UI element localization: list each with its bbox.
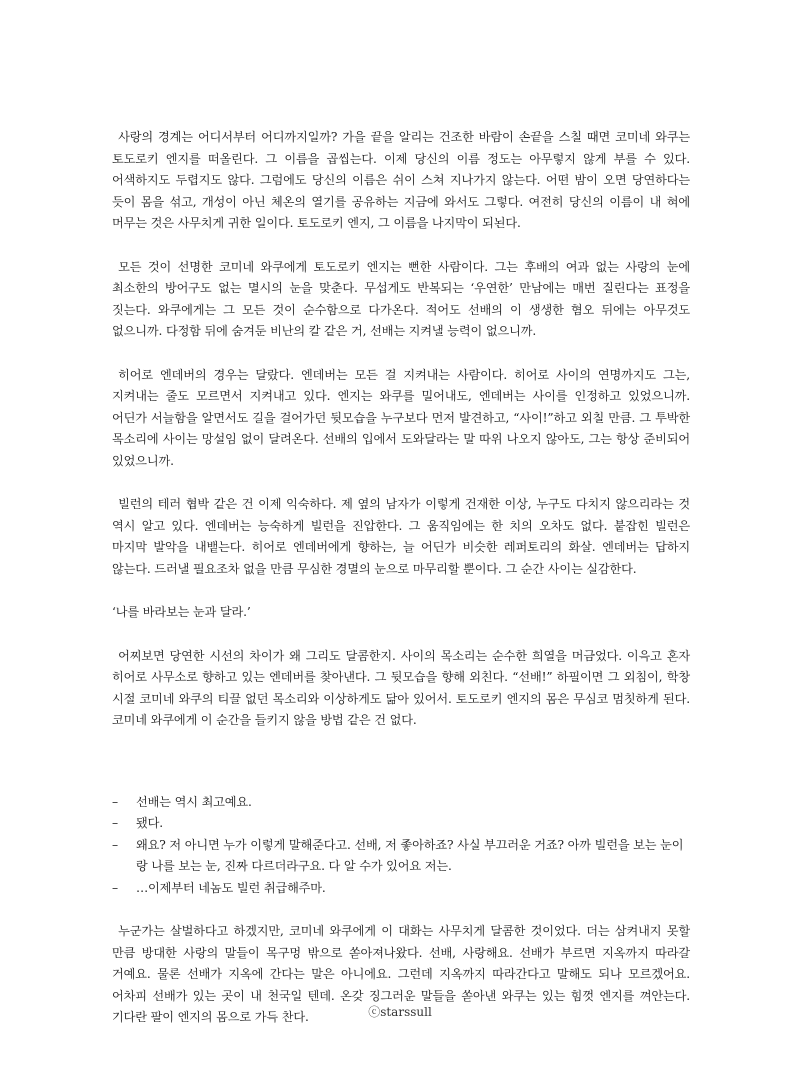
dialogue-dash: – [112, 816, 118, 830]
paragraph-5: 어찌보면 당연한 시선의 차이가 왜 그리도 달콤한지. 사이의 목소리는 순수한 희열을 머금었다. 이윽고 혼자 히어로 사무소로 향하고 있는 엔데버를 찾아낸다. 그 뒷모습을 향해 외친다. “선배!” 하필이면 그 외침이, 학창 시절 코미네 와쿠의 티끌 없던 목소리와 이상하게도 닮아 있어서. 토도로키 엔지의 몸은 무심코 멈칫하게 된다. 코미네 와쿠에게 이 순간을 들키지 않을 방법 같은 건 없다. [112, 648, 690, 727]
paragraph-2: 모든 것이 선명한 코미네 와쿠에게 토도로키 엔지는 뻔한 사람이다. 그는 후배의 여과 없는 사랑의 눈에 최소한의 방어구도 없는 멸시의 눈을 맞춘다. 무섭게도 반복되는 ‘우연한’ 만남에는 매번 질린다는 표정을 짓는다. 와쿠에게는 그 모든 것이 순수함으로 다가온다. 적어도 선배의 이 생생한 혐오 뒤에는 아무것도 없으니까. 다정함 뒤에 숨겨둔 비난의 칼 같은 거, 선배는 지켜낼 능력이 없으니까. [112, 259, 690, 338]
copyright-footer: ⓒstarssull [368, 1005, 432, 1019]
quote-line: ‘나를 바라보는 눈과 달라.’ [112, 605, 251, 619]
closing-paragraph: 누군가는 살벌하다고 하겠지만, 코미네 와쿠에게 이 대화는 사무치게 달콤한 것이었다. 더는 삼켜내지 못할 만큼 방대한 사랑의 말들이 목구멍 밖으로 쏟아져나왔다. 선배, 사랑해요. 선배가 부르면 지옥까지 따라갈 거예요. 물론 선배가 지옥에 간다는 말은 아니에요. 그런데 지옥까지 따라간다고 말해도 되나 모르겠어요. 어차피 선배가 있는 곳이 내 천국일 텐데. 온갖 징그러운 말들을 쏟아낸 와쿠는 있는 힘껏 엔지를 껴안는다. 기다란 팔이 엔지의 몸으로 가득 찬다. [112, 924, 690, 1024]
paragraph-3: 히어로 엔데버의 경우는 달랐다. 엔데버는 모든 걸 지켜내는 사람이다. 히어로 사이의 연명까지도 그는, 지켜내는 줄도 모르면서 지켜내고 있다. 엔지는 와쿠를 밀어내도, 엔데버는 사이를 인정하고 있었으니까. 어딘가 서늘함을 알면서도 길을 걸어가던 뒷모습을 누구보다 먼저 발견하고, “사이!”하고 외칠 만큼. 그 투박한 목소리에 사이는 망설임 없이 달려온다. 선배의 입에서 도와달라는 말 따위 나오지 않아도, 그는 항상 준비되어 있었으니까. [112, 367, 690, 468]
paragraph-4: 빌런의 테러 협박 같은 건 이제 익숙하다. 제 옆의 남자가 이렇게 건재한 이상, 누구도 다치지 않으리라는 것 역시 알고 있다. 엔데버는 능숙하게 빌런을 진압한다. 그 움직임에는 한 치의 오차도 없다. 붙잡힌 빌런은 마지막 발악을 내뱉는다. 히어로 엔데버에게 향하는, 늘 어딘가 비슷한 레퍼토리의 화살. 엔데버는 답하지 않는다. 드러낼 필요조차 없을 만큼 무심한 경멸의 눈으로 마무리할 뿐이다. 그 순간 사이는 실감한다. [112, 497, 690, 576]
dialogue-text: 선배는 역시 최고예요. [136, 794, 252, 809]
dialogue-text: …이제부터 네놈도 빌런 취급해주마. [136, 880, 326, 895]
dialogue-line [112, 813, 690, 835]
dialogue-line [112, 878, 690, 900]
dialogue-dash: – [112, 880, 118, 895]
dialogue-list [112, 792, 690, 900]
document-body [112, 127, 690, 1051]
dialogue-line [112, 792, 690, 814]
dialogue-text: 됐다. [136, 816, 163, 830]
dialogue-dash: – [112, 794, 118, 809]
dialogue-dash: – [112, 837, 118, 852]
dialogue-text: 왜요? 저 아니면 누가 이렇게 말해준다고. 선배, 저 좋아하죠? 사실 부끄러운 거죠? 아까 빌런을 보는 눈이랑 나를 보는 눈, 진짜 다르더라구요. 다 알 수가 있어요 저는. [136, 837, 684, 873]
paragraph-1: 사랑의 경계는 어디서부터 어디까지일까? 가을 끝을 알리는 건조한 바람이 손끝을 스칠 때면 코미네 와쿠는 토도로키 엔지를 떠올린다. 그 이름을 곱씹는다. 이제 당신의 이름 정도는 아무렇지 않게 부를 수 있다. 어색하지도 두렵지도 않다. 그럼에도 당신의 이름은 쉬이 스쳐 지나가지 않는다. 어떤 밤이 오면 당연하다는 듯이 몸을 섞고, 개성이 아닌 체온의 열기를 공유하는 지금에 와서도 그렇다. 여전히 당신의 이름이 내 혀에 머무는 것은 사무치게 귀한 일이다. 토도로키 엔지, 그 이름을 나지막이 되뇐다. [112, 130, 690, 230]
dialogue-line [112, 835, 690, 878]
